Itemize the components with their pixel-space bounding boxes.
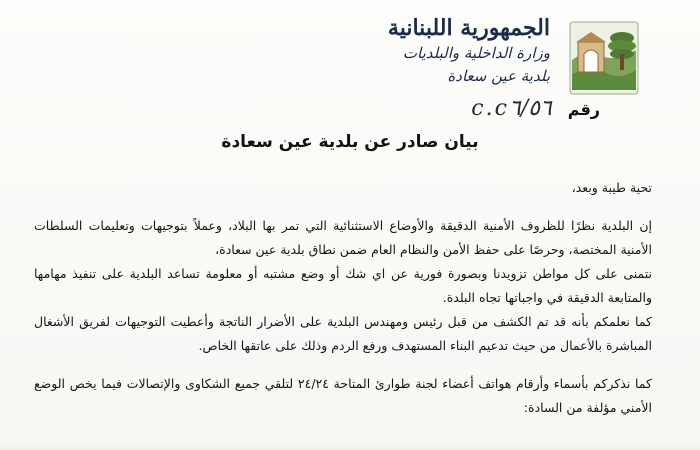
letterhead-text (290, 14, 550, 88)
letterhead (0, 0, 700, 121)
page-edge (0, 444, 700, 450)
paragraph: كما نذكركم بأسماء وأرقام هواتف أعضاء لجنة طوارئ المتاحة ٢٤/٢٤ لتلقي جميع الشكاوى والإتصالات فيما يخص الوضع الأمني مؤلفة من السادة: (34, 376, 652, 415)
statement-title: بيان صادر عن بلدية عين سعادة (221, 132, 479, 152)
ministry-name: وزارة الداخلية والبلديات (402, 44, 550, 62)
greeting: تحية طيبة وبعد، (571, 180, 652, 195)
letter-body (34, 176, 652, 420)
paragraph: إن البلدية نظرًا للظروف الأمنية الدقيقة والأوضاع الاستثنائية التي تمر بها البلاد، وعملاً بتوجيهات وتعليمات السلطات الأمنية المختصة، وحرصًا على حفظ الأمن والنظام العام ضمن نطاق بلدية عين سعادة، (34, 218, 652, 257)
municipality-name: بلدية عين سعادة (447, 67, 550, 85)
republic-name: الجمهورية اللبنانية (387, 15, 550, 41)
municipality-seal-icon (568, 20, 640, 96)
reference-label: رقم (567, 100, 600, 119)
paragraph: نتمنى على كل مواطن تزويدنا وبصورة فورية عن اي شك أو وضع مشتبه أو معلومة تساعد البلدية على تنفيذ مهامها والمتابعة الدقيقة في واجباتها تجاه البلدة. (34, 266, 652, 305)
paragraph: كما نعلمكم بأنه قد تم الكشف من قبل رئيس ومهندس البلدية على الأضرار الناتجة وأعطيت التوجيهات لفريق الأشغال المباشرة بالأعمال من حيث تدعيم البناء المستهدف ورفع الردم وذلك على عاتقها الخاص. (34, 314, 652, 353)
reference-row (471, 96, 600, 121)
reference-number: c.c٦/٥٦ (471, 96, 552, 121)
